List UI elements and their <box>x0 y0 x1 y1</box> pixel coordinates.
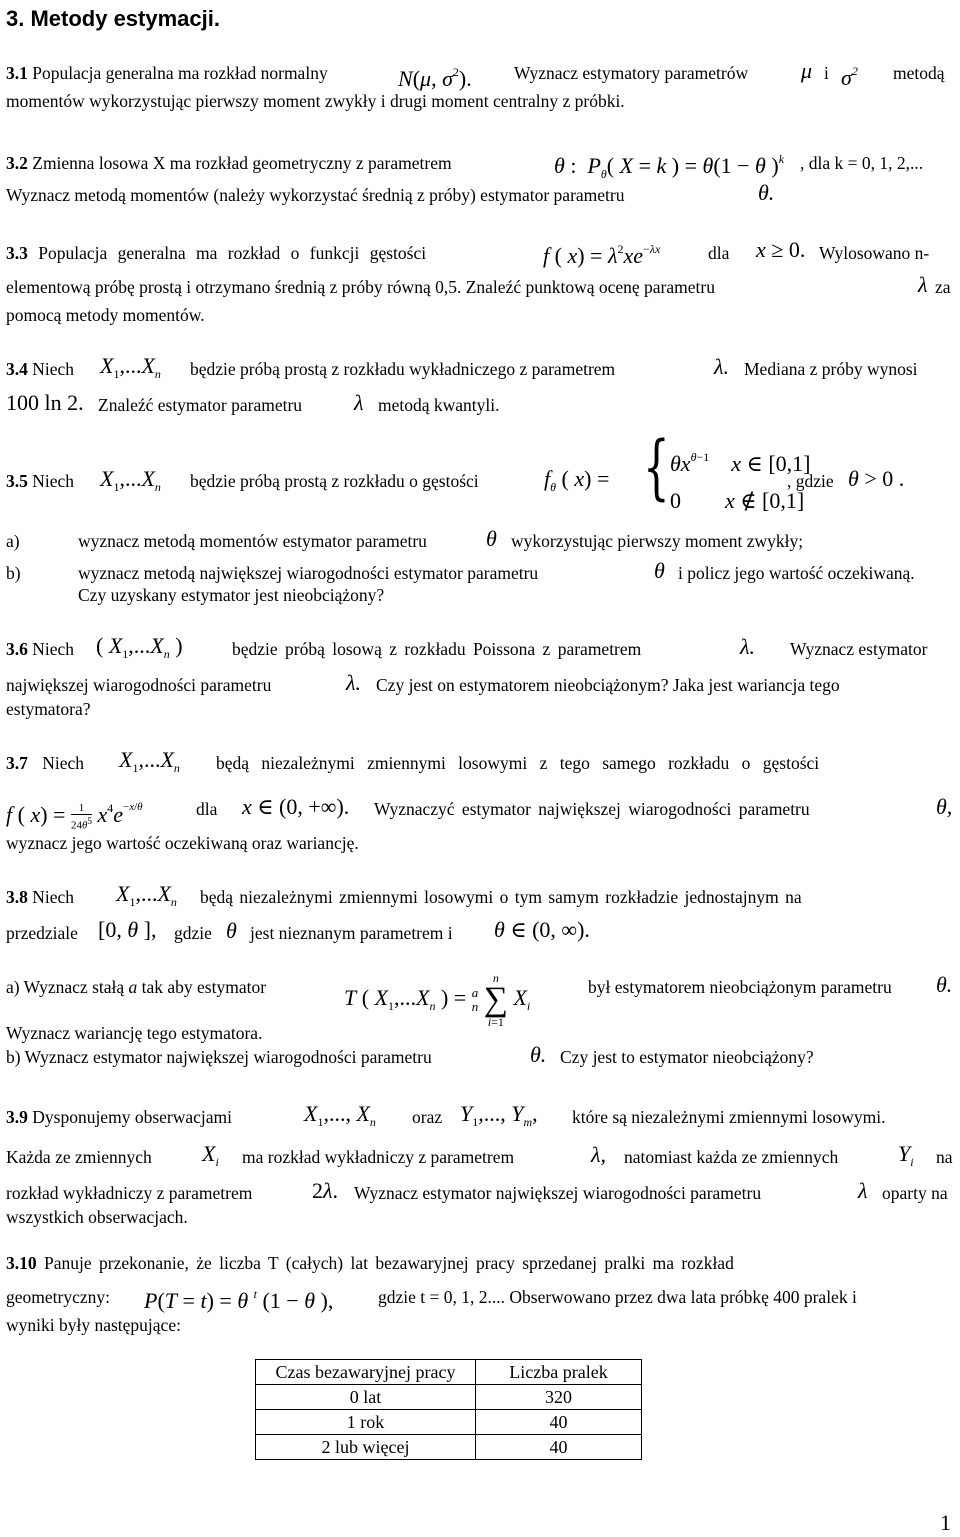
problem-3-3-line-1: 3.3 Populacja generalna ma rozkład o funkcji gęstości <box>6 243 427 263</box>
symbol-theta: θ <box>654 558 665 583</box>
problem-3-5-text: będzie próbą prostą z rozkładu o gęstości <box>190 471 479 491</box>
problem-3-5-b-line-2: Czy uzyskany estymator jest nieobciążony? <box>78 585 385 605</box>
formula-case-1: $\theta x^{\theta-1}$ x ∈ [0,1] <box>670 450 811 476</box>
problem-3-9-line-4: wszystkich obserwacjach. <box>6 1207 188 1227</box>
problem-3-8-b: b) Wyznacz estymator największej wiarogodności parametru <box>6 1047 432 1067</box>
problem-3-9-text-oraz: oraz <box>412 1107 443 1127</box>
table-row <box>256 1385 642 1410</box>
table-row <box>256 1410 642 1435</box>
problem-3-1-text-end: metodą <box>893 63 945 83</box>
problem-3-9-text-2: ma rozkład wykładniczy z parametrem <box>242 1147 515 1167</box>
problem-3-5-b-label: b) <box>6 563 21 583</box>
data-table <box>255 1359 642 1460</box>
problem-3-10-line-2: geometryczny: <box>6 1287 110 1307</box>
problem-3-6-line-2: największej wiarogodności parametru <box>6 675 272 695</box>
problem-3-1-line-1: 3.1 Populacja generalna ma rozkład normalny <box>6 63 328 83</box>
problem-3-7-text: będą niezależnymi zmiennymi losowymi z tego samego rozkładu o gęstości <box>216 753 820 773</box>
formula-sample: $X_1,...X_n$ <box>116 881 177 909</box>
formula-case-2: 0 x ∉ [0,1] <box>670 488 805 513</box>
problem-3-7-line-1: 3.7 Niech <box>6 753 85 773</box>
symbol-lambda: λ, <box>591 1142 607 1167</box>
formula-sample: $X_1,...X_n$ <box>100 353 161 381</box>
table-cell: 40 <box>476 1435 642 1460</box>
problem-3-9-line-1: 3.9 Dysponujemy obserwacjami <box>6 1107 232 1127</box>
formula-gamma-density: f ( x) = $\frac{1}{24\theta^5}$ $x^4e^{-x/\theta}$ <box>6 801 143 832</box>
document-page <box>6 0 954 1537</box>
symbol-theta: θ. <box>758 180 775 205</box>
problem-3-10-line-1: 3.10 Panuje przekonanie, że liczba T (całych) lat bezawaryjnej pracy sprzedanej pralki ma rozkład <box>6 1253 734 1273</box>
problem-3-1-text: Wyznacz estymatory parametrów <box>514 63 749 83</box>
problem-3-9-line-3: rozkład wykładniczy z parametrem <box>6 1183 253 1203</box>
symbol-theta: θ. <box>936 972 953 997</box>
problem-3-5-text-gdzie: , gdzie <box>787 471 834 491</box>
symbol-theta: θ, <box>936 794 953 819</box>
formula-domain: x ∈ (0, +∞). <box>242 794 350 819</box>
problem-3-6-text-end: Wyznacz estymator <box>790 639 928 659</box>
symbol-theta: θ <box>226 918 237 943</box>
problem-3-8-a-text: był estymatorem nieobciążonym parametru <box>588 977 892 997</box>
problem-3-6-line-3: estymatora? <box>6 699 91 719</box>
problem-3-4-text-median: Mediana z próby wynosi <box>744 359 918 379</box>
problem-3-8-text-2: jest nieznanym parametrem i <box>250 923 453 943</box>
problem-3-7-text-dla: dla <box>196 799 218 819</box>
problem-3-1-line-2: momentów wykorzystując pierwszy moment zwykły i drugi moment centralny z próbki. <box>6 91 625 111</box>
problem-3-7-line-3: wyznacz jego wartość oczekiwaną oraz wariancję. <box>6 833 359 853</box>
problem-3-5-a-label: a) <box>6 531 20 551</box>
problem-3-9-text: które są niezależnymi zmiennymi losowymi. <box>572 1107 886 1127</box>
table-row <box>256 1435 642 1460</box>
table-header-row <box>256 1360 642 1385</box>
formula-interval: [0, θ ], <box>98 917 157 942</box>
formula-density: f ( $x) = \lambda^2xe^{-\lambda x}$ <box>543 242 661 268</box>
table-cell: 2 lub więcej <box>256 1435 476 1460</box>
problem-3-8-a: a) Wyznacz stałą a tak aby estymator <box>6 977 267 997</box>
problem-3-6-text-2: Czy jest on estymatorem nieobciążonym? Jaka jest wariancja tego <box>376 675 840 695</box>
problem-3-5-a-text: wyznacz metodą momentów estymator parametru <box>78 531 427 551</box>
problem-3-9-line-2: Każda ze zmiennych <box>6 1147 152 1167</box>
formula-Xi: $X_i$ <box>202 1141 219 1169</box>
problem-3-6-line-1: 3.6 Niech <box>6 639 75 659</box>
symbol-lambda: λ <box>858 1178 868 1203</box>
problem-3-4-text: będzie próbą prostą z rozkładu wykładniczego z parametrem <box>190 359 616 379</box>
problem-3-8-line-1: 3.8 Niech <box>6 887 75 907</box>
problem-3-2-line-2: Wyznacz metodą momentów (należy wykorzystać średnią z próby) estymator parametru <box>6 185 625 205</box>
symbol-theta: θ <box>486 526 497 551</box>
problem-3-3-line-2: elementową próbę prostą i otrzymano średnią z próby równą 0,5. Znaleźć punktową ocenę parametru <box>6 277 715 297</box>
problem-3-9-text-5: oparty na <box>882 1183 948 1203</box>
table-cell: 40 <box>476 1410 642 1435</box>
formula-normal: N(μ, $\sigma^2$). <box>398 65 472 91</box>
symbol-sigma2: $\sigma^2$ <box>841 64 858 90</box>
problem-3-9-text-3: natomiast każda ze zmiennych <box>624 1147 839 1167</box>
table-header: Liczba pralek <box>476 1360 642 1385</box>
problem-3-8-line-2: przedziale <box>6 923 78 943</box>
formula-f-theta: $f_\theta$ ( x) = <box>544 466 610 494</box>
formula-geometric-T: P(T = t) = θ $^t$ (1 − θ ), <box>144 1287 334 1313</box>
problem-3-7-text-2: Wyznaczyć estymator największej wiarogodności parametru <box>374 799 810 819</box>
symbol-lambda: λ <box>918 272 928 297</box>
problem-3-9-text-4: Wyznacz estymator największej wiarogodności parametru <box>354 1183 762 1203</box>
problem-3-3-text: Wylosowano n- <box>819 243 930 263</box>
formula-geometric: θ : $P_\theta$( X = k ) = θ(1 − θ )$^k$ <box>554 152 785 181</box>
formula-sample: $X_1,...X_n$ <box>100 466 161 494</box>
formula-Y-sample: $Y_1$,..., $Y_m$, <box>460 1101 538 1129</box>
problem-3-8-text-gdzie: gdzie <box>174 923 212 943</box>
symbol-lambda: λ. <box>714 354 730 379</box>
symbol-mu: μ <box>801 58 813 83</box>
formula-100ln2: 100 ln 2. <box>6 390 84 415</box>
problem-3-3-line-3: pomocą metody momentów. <box>6 305 205 325</box>
formula-theta-gt-0: θ > 0 . <box>848 466 905 491</box>
piecewise-brace: { <box>643 426 670 508</box>
problem-3-2-text: , dla k = 0, 1, 2,... <box>800 153 924 173</box>
problem-3-8-line-4: Wyznacz wariancję tego estymatora. <box>6 1023 263 1043</box>
table-cell: 1 rok <box>256 1410 476 1435</box>
symbol-theta: θ. <box>530 1042 547 1067</box>
table-cell: 320 <box>476 1385 642 1410</box>
symbol-lambda: λ. <box>346 670 362 695</box>
formula-sample: $X_1,...X_n$ <box>119 747 180 775</box>
problem-3-5-b-text: wyznacz metodą największej wiarogodności estymator parametru <box>78 563 539 583</box>
page-number: 1 <box>940 1510 951 1535</box>
problem-3-5-a-text-end: wykorzystując pierwszy moment zwykły; <box>511 531 804 551</box>
problem-3-3-text-za: za <box>935 277 951 297</box>
problem-3-8-text: będą niezależnymi zmiennymi losowymi o tym samym rozkładzie jednostajnym na <box>200 887 802 907</box>
problem-3-8-b-text: Czy jest to estymator nieobciążony? <box>560 1047 814 1067</box>
formula-Yi: $Y_i$ <box>898 1141 914 1169</box>
symbol-lambda: λ <box>354 390 364 415</box>
problem-3-10-text: gdzie t = 0, 1, 2.... Obserwowano przez dwa lata próbkę 400 pralek i <box>378 1287 857 1307</box>
table-cell: 0 lat <box>256 1385 476 1410</box>
problem-3-1-text-i: i <box>824 63 829 83</box>
table-header: Czas bezawaryjnej pracy <box>256 1360 476 1385</box>
formula-sample-paren: ( $X_1,...X_n$ ) <box>96 633 183 661</box>
problem-3-4-line-2: Znaleźć estymator parametru <box>98 395 303 415</box>
problem-3-6-text: będzie próbą losową z rozkładu Poissona z parametrem <box>232 639 642 659</box>
problem-3-10-line-3: wyniki były następujące: <box>6 1315 181 1335</box>
formula-estimator-T: T ( $X_1,...X_n$ ) = a n n ∑ i=1 $X_i$ <box>344 971 531 1029</box>
problem-3-3-text-dla: dla <box>708 243 730 263</box>
page-title: 3. Metody estymacji. <box>6 6 220 31</box>
formula-X-sample: $X_1$,..., $X_n$ <box>304 1101 376 1129</box>
formula-theta-domain: θ ∈ (0, ∞). <box>494 917 590 942</box>
symbol-lambda: λ. <box>740 634 756 659</box>
problem-3-5-b-text-end: i policz jego wartość oczekiwaną. <box>678 563 915 583</box>
problem-3-9-text-na: na <box>936 1147 953 1167</box>
problem-3-2-line-1: 3.2 Zmienna losowa X ma rozkład geometryczny z parametrem <box>6 153 452 173</box>
problem-3-4-line-1: 3.4 Niech <box>6 359 75 379</box>
problem-3-4-text-end: metodą kwantyli. <box>378 395 500 415</box>
formula-2lambda: 2λ. <box>312 1178 339 1203</box>
problem-3-5-line-1: 3.5 Niech <box>6 471 75 491</box>
formula-x-ge-0: x ≥ 0. <box>756 237 806 262</box>
